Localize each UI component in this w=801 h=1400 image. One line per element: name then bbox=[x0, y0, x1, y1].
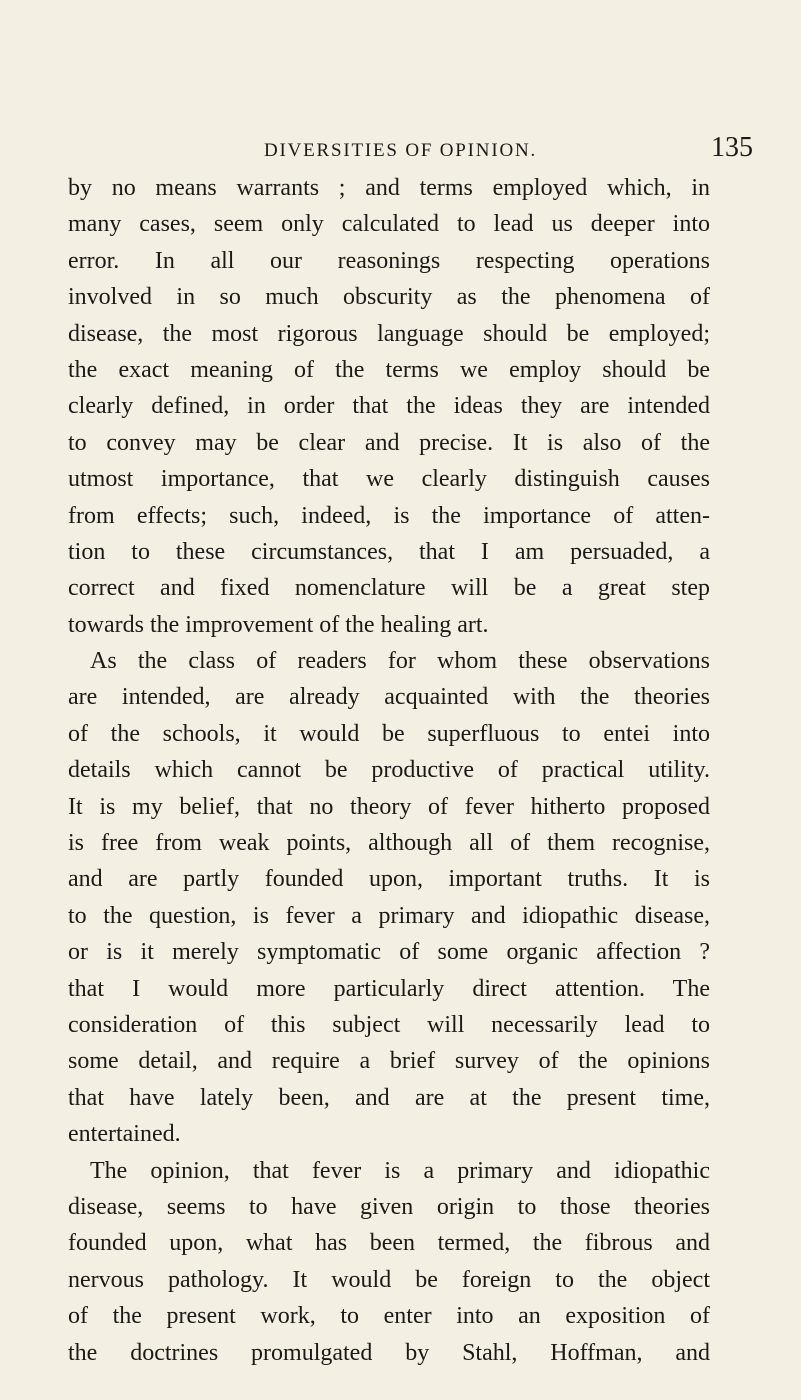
text-line: the exact meaning of the terms we employ should be bbox=[68, 356, 710, 383]
text-line: correct and fixed nomenclature will be a great step bbox=[68, 575, 710, 602]
text-line: some detail, and require a brief survey of the opinions bbox=[68, 1048, 710, 1075]
paragraph bbox=[68, 170, 710, 643]
text-line: of the present work, to enter into an exposition of bbox=[68, 1303, 710, 1330]
text-line: the doctrines promulgated by Stahl, Hoffman, and bbox=[68, 1339, 710, 1366]
body-text bbox=[68, 170, 710, 1371]
text-line: is free from weak points, although all of them recognise, bbox=[68, 830, 710, 857]
text-line: to convey may be clear and precise. It is also of the bbox=[68, 429, 710, 456]
paragraph bbox=[68, 1153, 710, 1371]
text-line: involved in so much obscurity as the phenomena of bbox=[68, 284, 710, 311]
text-line: clearly defined, in order that the ideas they are intended bbox=[68, 393, 710, 420]
text-line: founded upon, what has been termed, the fibrous and bbox=[68, 1230, 710, 1257]
text-line: and are partly founded upon, important truths. It is bbox=[68, 866, 710, 893]
text-line: It is my belief, that no theory of fever hitherto proposed bbox=[68, 793, 710, 820]
text-line: utmost importance, that we clearly distinguish causes bbox=[68, 466, 710, 493]
text-line: error. In all our reasonings respecting operations bbox=[68, 247, 710, 274]
text-line: tion to these circumstances, that I am persuaded, a bbox=[68, 538, 710, 565]
text-line: many cases, seem only calculated to lead us deeper into bbox=[68, 211, 710, 238]
text-line: are intended, are already acquainted with the theories bbox=[68, 684, 710, 711]
text-line: disease, the most rigorous language should be employed; bbox=[68, 320, 710, 347]
text-line: that I would more particularly direct attention. The bbox=[68, 975, 710, 1002]
text-line: or is it merely symptomatic of some organic affection ? bbox=[68, 939, 710, 966]
text-line: As the class of readers for whom these observations bbox=[90, 648, 710, 675]
paragraph bbox=[68, 643, 710, 1152]
text-line: details which cannot be productive of practical utility. bbox=[68, 757, 710, 784]
text-line: disease, seems to have given origin to those theories bbox=[68, 1193, 710, 1220]
running-title: DIVERSITIES OF OPINION. bbox=[263, 140, 538, 161]
text-line: of the schools, it would be superfluous to entei into bbox=[68, 720, 710, 747]
text-line: by no means warrants ; and terms employed which, in bbox=[68, 175, 710, 201]
text-line: towards the improvement of the healing art. bbox=[68, 611, 489, 638]
text-line: entertained. bbox=[68, 1121, 181, 1148]
text-line: nervous pathology. It would be foreign to the object bbox=[68, 1266, 710, 1293]
text-line: that have lately been, and are at the present time, bbox=[68, 1084, 710, 1111]
running-head bbox=[40, 126, 761, 166]
text-line: The opinion, that fever is a primary and idiopathic bbox=[90, 1157, 710, 1184]
text-line: to the question, is fever a primary and idiopathic disease, bbox=[68, 902, 710, 929]
page-number: 135 bbox=[711, 132, 753, 163]
text-line: from effects; such, indeed, is the importance of atten- bbox=[68, 502, 710, 529]
text-line: consideration of this subject will necessarily lead to bbox=[68, 1011, 710, 1038]
